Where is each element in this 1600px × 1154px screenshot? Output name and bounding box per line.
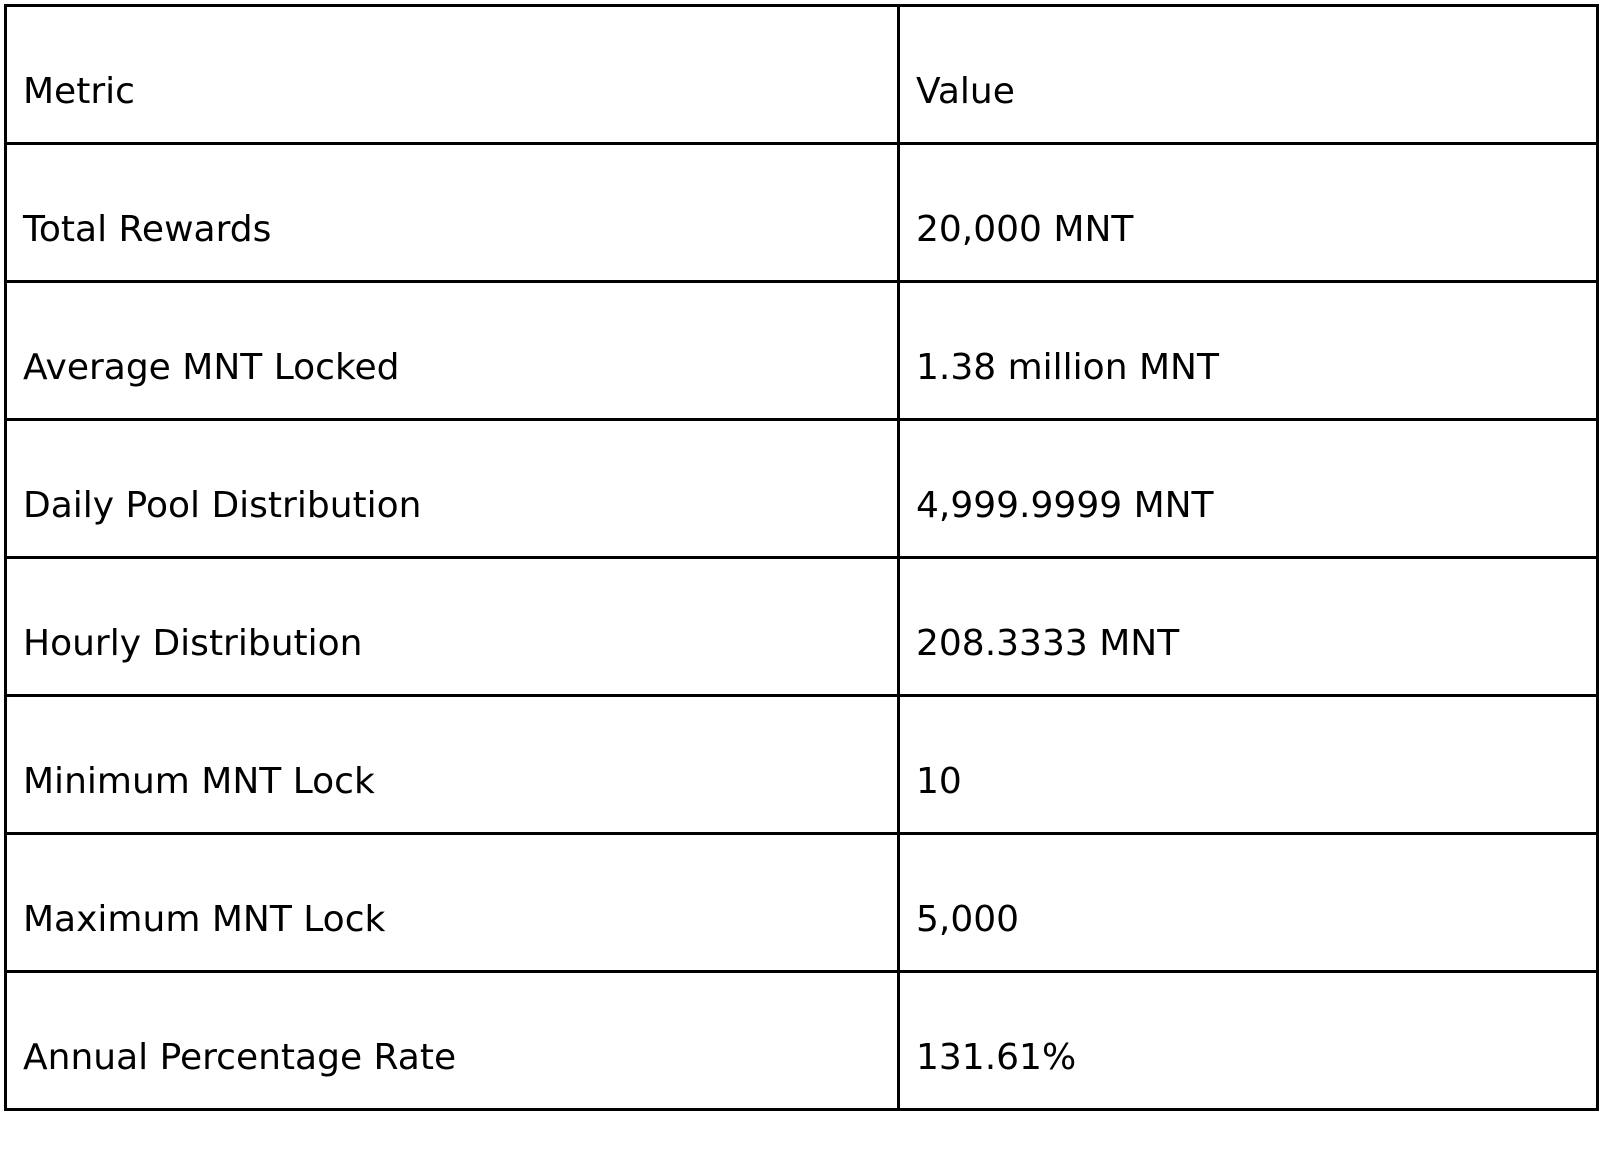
value-cell: 5,000 <box>899 834 1598 972</box>
metric-cell: Annual Percentage Rate <box>6 972 899 1110</box>
table-row <box>6 558 1598 696</box>
table-header-row <box>6 6 1598 144</box>
value-cell: 208.3333 MNT <box>899 558 1598 696</box>
header-metric: Metric <box>6 6 899 144</box>
table-row <box>6 420 1598 558</box>
header-value: Value <box>899 6 1598 144</box>
metric-cell: Hourly Distribution <box>6 558 899 696</box>
metrics-table <box>4 4 1599 1111</box>
value-cell: 1.38 million MNT <box>899 282 1598 420</box>
value-cell: 20,000 MNT <box>899 144 1598 282</box>
value-cell: 10 <box>899 696 1598 834</box>
table-row <box>6 282 1598 420</box>
metric-cell: Maximum MNT Lock <box>6 834 899 972</box>
value-cell: 131.61% <box>899 972 1598 1110</box>
value-cell: 4,999.9999 MNT <box>899 420 1598 558</box>
metric-cell: Total Rewards <box>6 144 899 282</box>
metric-cell: Minimum MNT Lock <box>6 696 899 834</box>
table-row <box>6 696 1598 834</box>
metric-cell: Average MNT Locked <box>6 282 899 420</box>
metric-cell: Daily Pool Distribution <box>6 420 899 558</box>
table-row <box>6 144 1598 282</box>
table-row <box>6 834 1598 972</box>
table-row <box>6 972 1598 1110</box>
